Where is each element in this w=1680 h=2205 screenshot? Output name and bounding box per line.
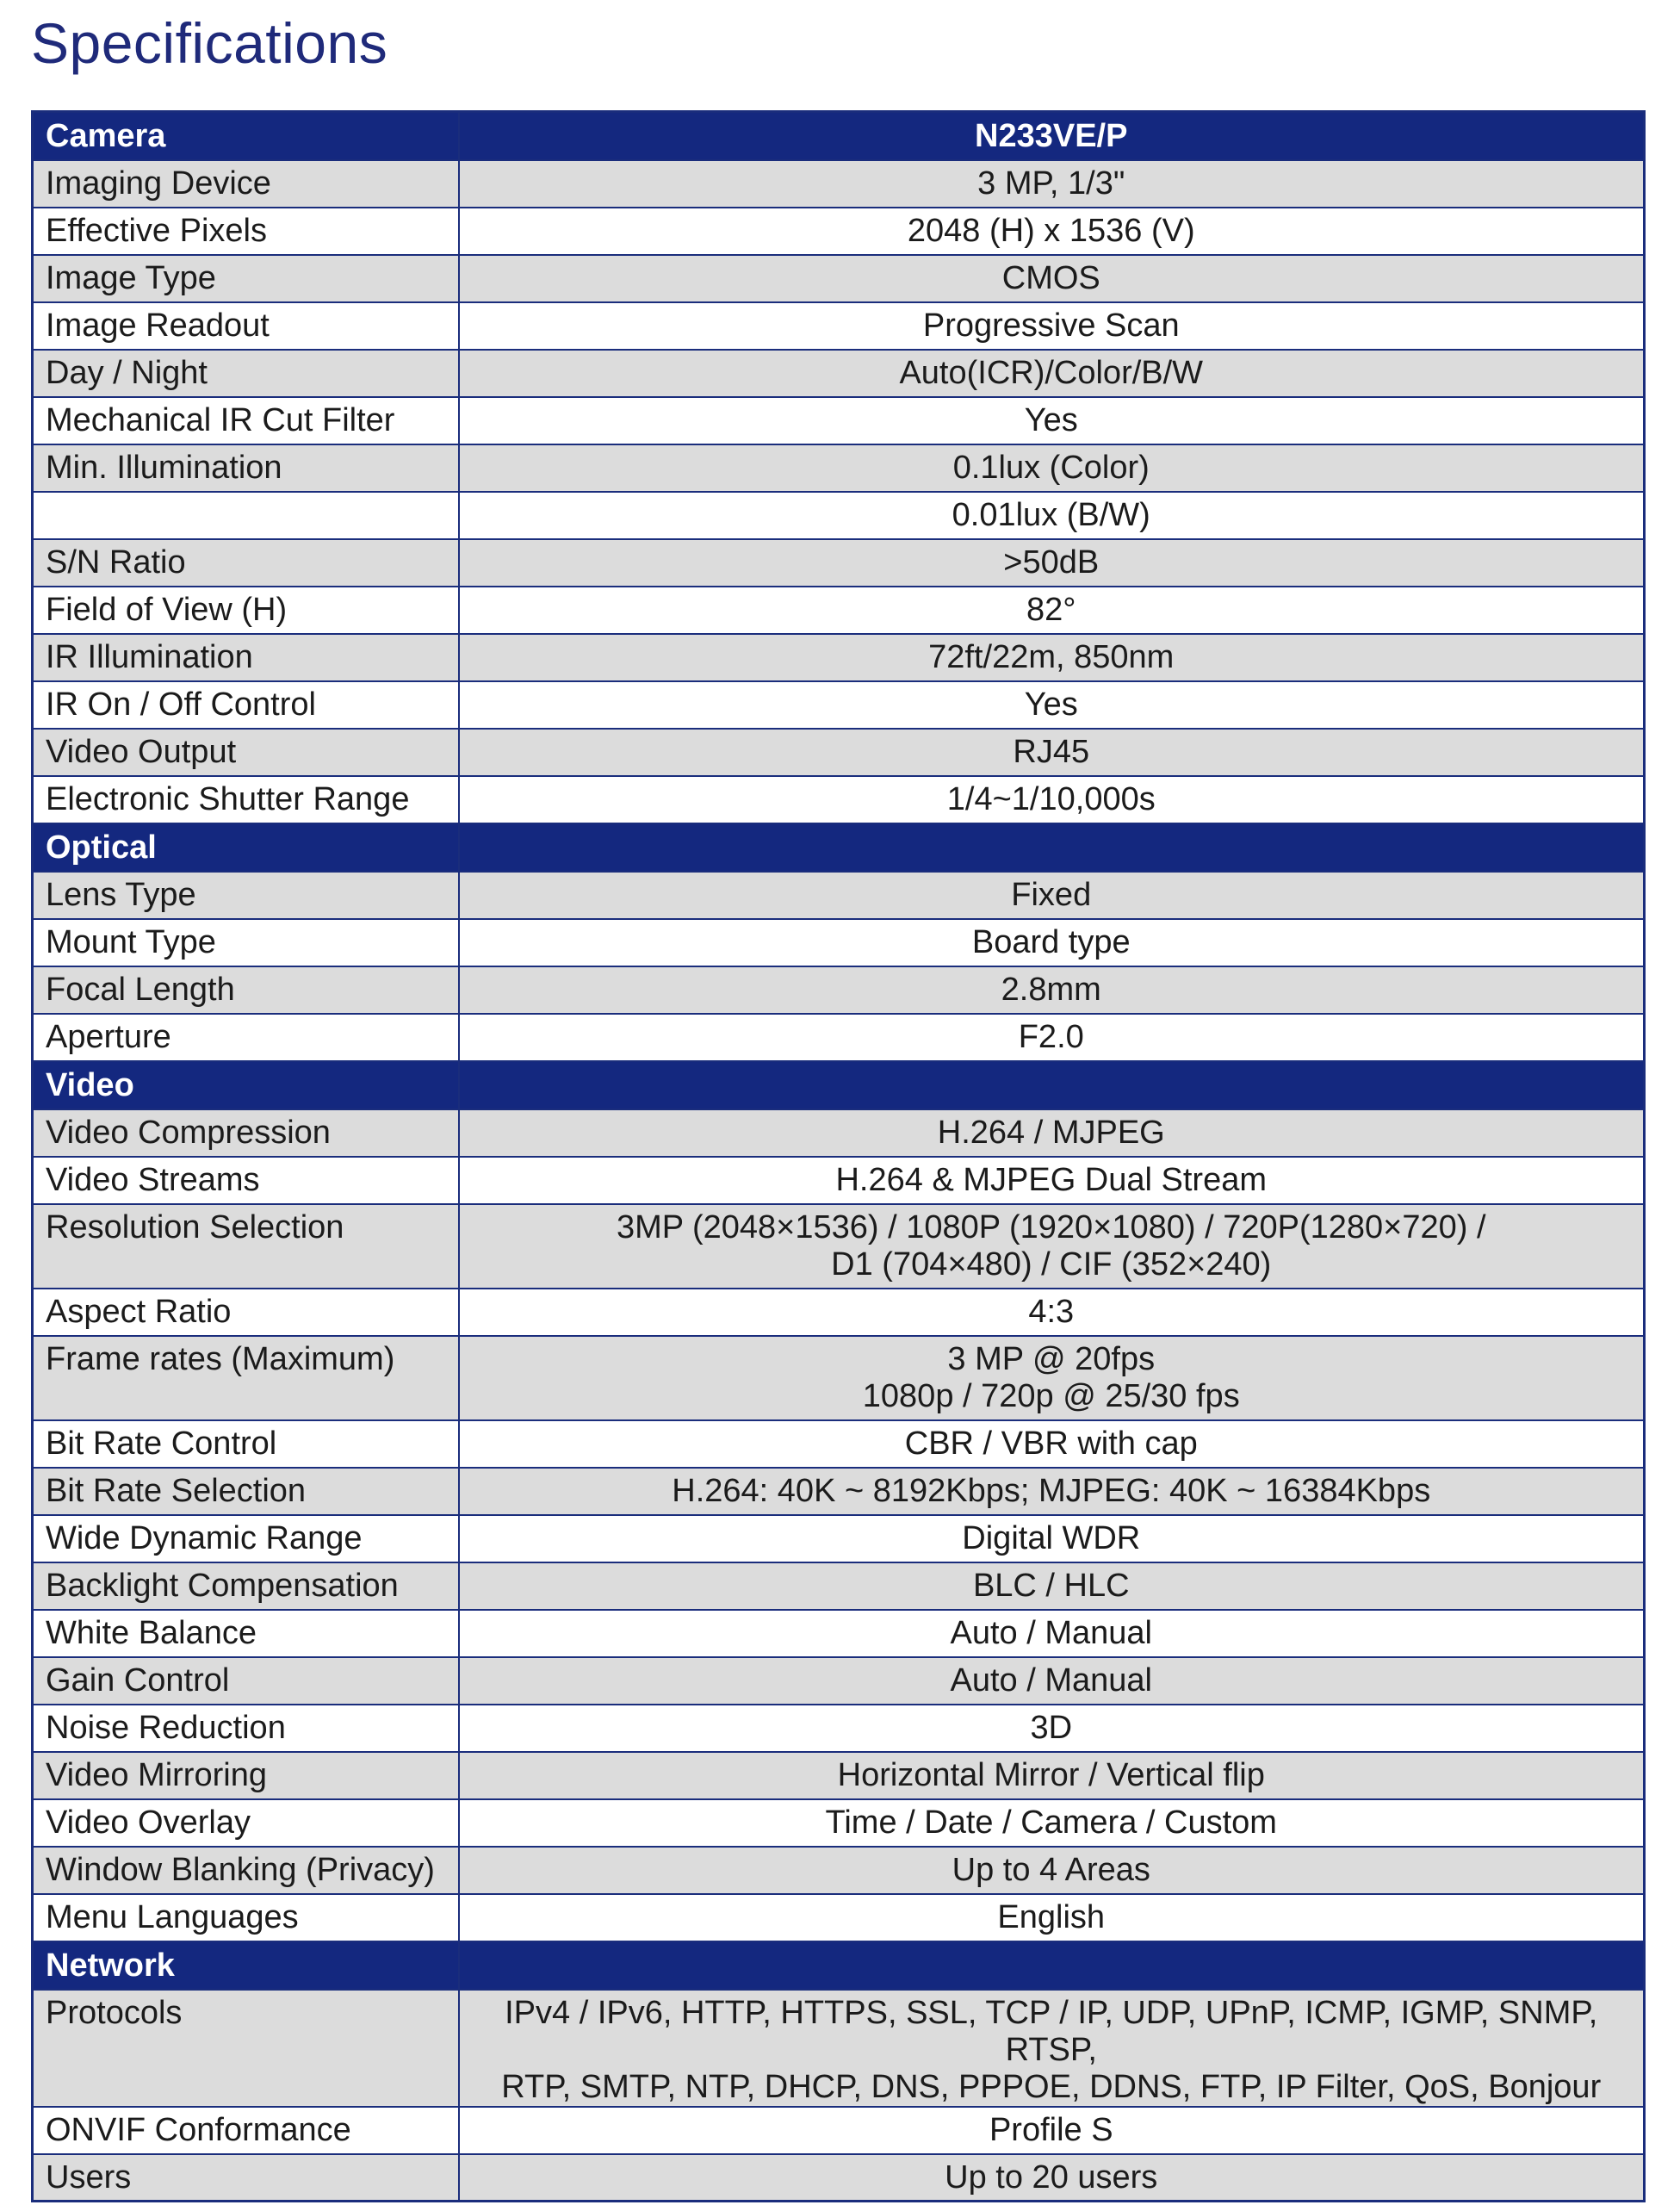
table-row	[33, 587, 1645, 634]
spec-label: Users	[33, 2154, 459, 2202]
section-header-video	[33, 1061, 1645, 1109]
spec-label: Video Output	[33, 729, 459, 776]
spec-value: 3MP (2048×1536) / 1080P (1920×1080) / 720P(1280×720) / D1 (704×480) / CIF (352×240)	[459, 1204, 1645, 1289]
table-row	[33, 2107, 1645, 2154]
table-row	[33, 1562, 1645, 1610]
table-row	[33, 350, 1645, 397]
spec-value: Time / Date / Camera / Custom	[459, 1799, 1645, 1847]
table-row	[33, 634, 1645, 681]
table-row	[33, 1657, 1645, 1705]
spec-value: Digital WDR	[459, 1515, 1645, 1562]
spec-value: H.264 / MJPEG	[459, 1109, 1645, 1157]
spec-label: Effective Pixels	[33, 208, 459, 255]
spec-value: Yes	[459, 681, 1645, 729]
table-row	[33, 1336, 1645, 1420]
spec-label: Aspect Ratio	[33, 1289, 459, 1336]
spec-label: Noise Reduction	[33, 1705, 459, 1752]
spec-value: Auto / Manual	[459, 1657, 1645, 1705]
spec-value: Yes	[459, 397, 1645, 444]
spec-label: Wide Dynamic Range	[33, 1515, 459, 1562]
spec-label: Bit Rate Selection	[33, 1468, 459, 1515]
spec-value: RJ45	[459, 729, 1645, 776]
spec-label: Video Compression	[33, 1109, 459, 1157]
spec-value: 0.01lux (B/W)	[459, 492, 1645, 539]
table-row	[33, 1799, 1645, 1847]
table-row	[33, 255, 1645, 302]
specifications-table	[31, 110, 1646, 2202]
section-title: Video	[33, 1061, 459, 1109]
spec-label: Gain Control	[33, 1657, 459, 1705]
table-row	[33, 1289, 1645, 1336]
table-row	[33, 1610, 1645, 1657]
section-title: Optical	[33, 823, 459, 872]
spec-value: CBR / VBR with cap	[459, 1420, 1645, 1468]
spec-value: CMOS	[459, 255, 1645, 302]
spec-label: Aperture	[33, 1014, 459, 1061]
spec-label: Frame rates (Maximum)	[33, 1336, 459, 1420]
spec-value: H.264: 40K ~ 8192Kbps; MJPEG: 40K ~ 16384Kbps	[459, 1468, 1645, 1515]
spec-value: Board type	[459, 919, 1645, 966]
table-row	[33, 302, 1645, 350]
spec-value: 1/4~1/10,000s	[459, 776, 1645, 823]
section-model	[459, 1061, 1645, 1109]
table-row	[33, 776, 1645, 823]
spec-value: 72ft/22m, 850nm	[459, 634, 1645, 681]
table-row	[33, 1894, 1645, 1941]
section-header-optical	[33, 823, 1645, 872]
spec-label: IR Illumination	[33, 634, 459, 681]
spec-label: Field of View (H)	[33, 587, 459, 634]
table-row	[33, 1847, 1645, 1894]
table-row	[33, 966, 1645, 1014]
spec-value: Fixed	[459, 872, 1645, 919]
spec-label: IR On / Off Control	[33, 681, 459, 729]
table-row	[33, 681, 1645, 729]
table-row	[33, 444, 1645, 492]
table-row	[33, 1109, 1645, 1157]
spec-label: Backlight Compensation	[33, 1562, 459, 1610]
table-row	[33, 1204, 1645, 1289]
spec-label: Video Mirroring	[33, 1752, 459, 1799]
spec-value: IPv4 / IPv6, HTTP, HTTPS, SSL, TCP / IP, UDP, UPnP, ICMP, IGMP, SNMP, RTSP, RTP, SMTP, NTP, DHCP, DNS, PPPOE, DDNS, FTP, IP Filter, QoS, Bonjour	[459, 1990, 1645, 2107]
spec-label: White Balance	[33, 1610, 459, 1657]
section-title: Network	[33, 1941, 459, 1990]
spec-label: Video Streams	[33, 1157, 459, 1204]
spec-label: Image Readout	[33, 302, 459, 350]
table-row	[33, 872, 1645, 919]
spec-label: Image Type	[33, 255, 459, 302]
spec-value: Profile S	[459, 2107, 1645, 2154]
spec-label: Menu Languages	[33, 1894, 459, 1941]
section-model: N233VE/P	[459, 112, 1645, 160]
spec-value: 4:3	[459, 1289, 1645, 1336]
table-row	[33, 2154, 1645, 2202]
spec-label: Min. Illumination	[33, 444, 459, 492]
spec-label: Focal Length	[33, 966, 459, 1014]
spec-value: Auto(ICR)/Color/B/W	[459, 350, 1645, 397]
spec-label: Protocols	[33, 1990, 459, 2107]
spec-value: Horizontal Mirror / Vertical flip	[459, 1752, 1645, 1799]
spec-label: Bit Rate Control	[33, 1420, 459, 1468]
table-row	[33, 919, 1645, 966]
table-row	[33, 1705, 1645, 1752]
spec-value: 3D	[459, 1705, 1645, 1752]
section-header-network	[33, 1941, 1645, 1990]
spec-label: Window Blanking (Privacy)	[33, 1847, 459, 1894]
table-row	[33, 539, 1645, 587]
spec-value: 2.8mm	[459, 966, 1645, 1014]
spec-label: Mount Type	[33, 919, 459, 966]
spec-value: Auto / Manual	[459, 1610, 1645, 1657]
spec-label	[33, 492, 459, 539]
spec-value: 3 MP, 1/3"	[459, 160, 1645, 208]
page-title: Specifications	[31, 11, 388, 75]
section-header-camera	[33, 112, 1645, 160]
spec-label: Resolution Selection	[33, 1204, 459, 1289]
spec-label: Video Overlay	[33, 1799, 459, 1847]
spec-label: Mechanical IR Cut Filter	[33, 397, 459, 444]
table-row	[33, 1014, 1645, 1061]
table-row	[33, 1752, 1645, 1799]
spec-label: S/N Ratio	[33, 539, 459, 587]
spec-value: >50dB	[459, 539, 1645, 587]
table-row	[33, 160, 1645, 208]
spec-label: Electronic Shutter Range	[33, 776, 459, 823]
section-title: Camera	[33, 112, 459, 160]
spec-value: F2.0	[459, 1014, 1645, 1061]
table-row	[33, 397, 1645, 444]
spec-value: Up to 4 Areas	[459, 1847, 1645, 1894]
table-row	[33, 1515, 1645, 1562]
spec-value: BLC / HLC	[459, 1562, 1645, 1610]
spec-label: Lens Type	[33, 872, 459, 919]
section-model	[459, 823, 1645, 872]
spec-label: ONVIF Conformance	[33, 2107, 459, 2154]
table-row	[33, 208, 1645, 255]
table-row	[33, 1420, 1645, 1468]
table-row	[33, 1468, 1645, 1515]
specifications-table-body	[33, 112, 1645, 2202]
spec-value: Up to 20 users	[459, 2154, 1645, 2202]
spec-value: 82°	[459, 587, 1645, 634]
spec-value: Progressive Scan	[459, 302, 1645, 350]
spec-value: H.264 & MJPEG Dual Stream	[459, 1157, 1645, 1204]
table-row	[33, 492, 1645, 539]
spec-label: Imaging Device	[33, 160, 459, 208]
table-row	[33, 729, 1645, 776]
table-row	[33, 1157, 1645, 1204]
spec-label: Day / Night	[33, 350, 459, 397]
section-model	[459, 1941, 1645, 1990]
spec-value: 2048 (H) x 1536 (V)	[459, 208, 1645, 255]
spec-value: 3 MP @ 20fps 1080p / 720p @ 25/30 fps	[459, 1336, 1645, 1420]
table-row	[33, 1990, 1645, 2107]
spec-value: 0.1lux (Color)	[459, 444, 1645, 492]
spec-value: English	[459, 1894, 1645, 1941]
